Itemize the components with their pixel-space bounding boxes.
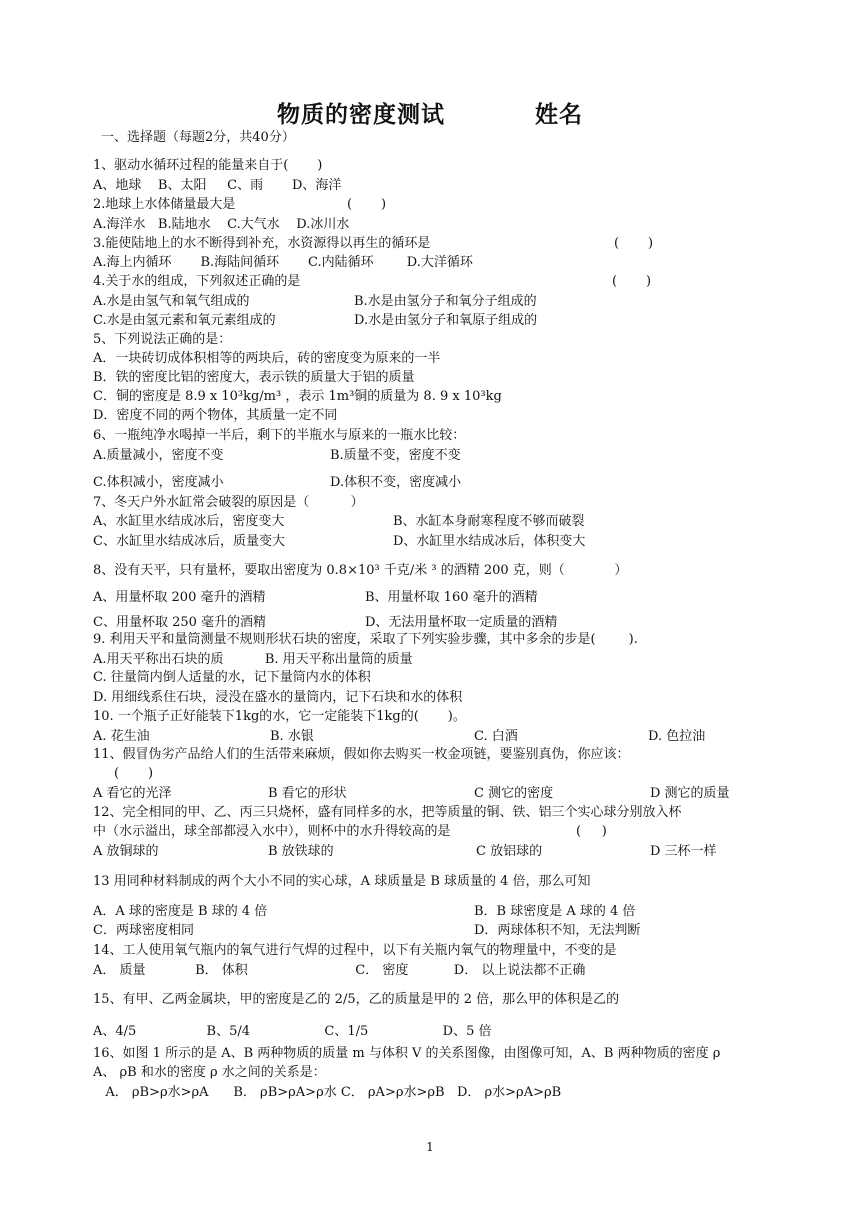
question-1: 1、驱动水循环过程的能量来自于( ) <box>93 158 323 173</box>
question-9-option-c: C. 往量筒内倒人适量的水，记下量筒内水的体积 <box>93 670 371 685</box>
question-12-option-c: C 放铝球的 <box>476 844 543 859</box>
question-12-option-d: D 三杯一样 <box>650 844 717 859</box>
question-13: 13 用同种材料制成的两个大小不同的实心球，A 球质量是 B 球质量的 4 倍，那么可知 <box>93 874 591 889</box>
page-number: 1 <box>426 1140 434 1154</box>
question-4: 4.关于水的组成，下列叙述正确的是 <box>93 274 301 289</box>
question-6: 6、一瓶纯净水喝掉一半后，剩下的半瓶水与原来的一瓶水比较： <box>93 428 466 443</box>
question-13-option-a: A．A 球的密度是 B 球的 4 倍 <box>93 904 268 919</box>
question-6-option-d: D.体积不变，密度减小 <box>330 475 462 490</box>
question-10-option-d: D. 色拉油 <box>648 729 706 744</box>
question-8: 8、没有天平，只有量杯，要取出密度为 0.8×10³ 千克/米 ³ 的酒精 200 克，则（ ） <box>93 563 628 578</box>
question-8-option-a: A、用量杯取 200 毫升的酒精 <box>93 590 266 605</box>
question-15-options: A、4/5 B、5/4 C、1/5 D、5 倍 <box>93 1024 492 1039</box>
question-8-option-b: B、用量杯取 160 毫升的酒精 <box>365 590 538 605</box>
question-2: 2.地球上水体储量最大是 ( ) <box>93 197 387 212</box>
question-14-options: A． 质量 B． 体积 C． 密度 D． 以上说法都不正确 <box>93 963 586 978</box>
question-8-option-c: C、用量杯取 250 毫升的酒精 <box>93 615 267 630</box>
question-5: 5、下列说法正确的是： <box>93 332 232 347</box>
section-heading: 一、选择题（每题2分，共40分） <box>101 130 295 145</box>
question-13-option-b: B．B 球密度是 A 球的 4 倍 <box>474 904 636 919</box>
question-3-paren: ( ) <box>614 236 654 251</box>
question-8-option-d: D、无法用量杯取一定质量的酒精 <box>365 615 558 630</box>
question-4-option-d: D.水是由氢分子和氧原子组成的 <box>354 313 538 328</box>
question-16-options: A． ρB>ρ水>ρA B． ρB>ρA>ρ水 C． ρA>ρ水>ρB D． ρ水>ρA>ρB <box>93 1085 562 1100</box>
question-12-line-2: 中（水示溢出，球全部都浸入水中），则杯中的水升得较高的是 <box>93 824 451 839</box>
question-6-option-c: C.体积减小，密度减小 <box>93 475 224 490</box>
question-15: 15、有甲、乙两金属块，甲的密度是乙的 2/5，乙的质量是甲的 2 倍，那么甲的体积是乙的 <box>93 992 620 1007</box>
question-10-option-a: A. 花生油 <box>93 729 150 744</box>
question-6-option-b: B.质量不变，密度不变 <box>330 448 461 463</box>
question-7-option-c: C、水缸里水结成冰后，质量变大 <box>93 534 285 549</box>
question-4-option-b: B.水是由氢分子和氧分子组成的 <box>354 294 537 309</box>
question-7: 7、冬天户外水缸常会破裂的原因是（ ） <box>93 495 364 510</box>
question-9-option-d: D. 用细线系住石块，浸没在盛水的量筒内，记下石块和水的体积 <box>93 690 463 705</box>
question-11-option-d: D 测它的质量 <box>650 786 730 801</box>
question-9-options-ab: A.用天平称出石块的质 B. 用天平称出量筒的质量 <box>93 652 413 667</box>
question-14: 14、工人使用氧气瓶内的氧气进行气焊的过程中，以下有关瓶内氧气的物理量中，不变的是 <box>93 943 617 958</box>
question-5-option-c: C．铜的密度是 8.9 x 10³kg/m³ ，表示 1m³铜的质量为 8. 9 x 10³kg <box>93 389 502 404</box>
question-13-option-c: C．两球密度相同 <box>93 923 194 938</box>
question-7-option-b: B、水缸本身耐寒程度不够而破裂 <box>393 514 585 529</box>
question-12-option-b: B 放铁球的 <box>268 844 334 859</box>
question-10-option-c: C. 白酒 <box>474 729 518 744</box>
question-5-option-b: B．铁的密度比铝的密度大，表示铁的质量大于铝的质量 <box>93 370 415 385</box>
question-12: 12、完全相同的甲、乙、丙三只烧杯，盛有同样多的水，把等质量的铜、铁、铝三个实心球分别放入杯 <box>93 805 682 820</box>
question-7-option-d: D、水缸里水结成冰后，体积变大 <box>393 534 586 549</box>
question-9: 9. 利用天平和量筒测量不规则形状石块的密度，采取了下列实验步骤，其中多余的步是( ). <box>93 632 638 647</box>
question-5-option-a: A．一块砖切成体积相等的两块后，砖的密度变为原来的一半 <box>93 351 441 366</box>
question-4-option-c: C.水是由氢元素和氧元素组成的 <box>93 313 276 328</box>
question-13-option-d: D．两球体积不知，无法判断 <box>474 923 641 938</box>
question-7-option-a: A、水缸里水结成冰后，密度变大 <box>93 514 285 529</box>
page-title: 物质的密度测试 姓名 <box>276 101 584 128</box>
question-3: 3.能使陆地上的水不断得到补充，水资源得以再生的循环是 <box>93 236 431 251</box>
question-2-options: A.海洋水 B.陆地水 C.大气水 D.冰川水 <box>93 217 350 232</box>
question-11: 11、假冒伪劣产品给人们的生活带来麻烦，假如你去购买一枚金项链，要鉴别真伪，你应该： <box>93 747 630 762</box>
question-11-paren: ( ) <box>114 766 154 781</box>
question-11-option-a: A 看它的光泽 <box>93 786 172 801</box>
question-3-options: A.海上内循环 B.海陆间循环 C.内陆循环 D.大洋循环 <box>93 255 473 270</box>
question-6-option-a: A.质量减小，密度不变 <box>93 448 224 463</box>
question-1-options: A、地球 B、太阳 C、雨 D、海洋 <box>93 178 342 193</box>
question-12-paren: ( ) <box>576 824 607 839</box>
question-10-option-b: B. 水银 <box>270 729 314 744</box>
question-4-paren: ( ) <box>612 274 652 289</box>
question-11-option-b: B 看它的形状 <box>268 786 347 801</box>
question-10: 10. 一个瓶子正好能装下1kg的水，它一定能装下1kg的( )。 <box>93 709 466 724</box>
question-12-option-a: A 放铜球的 <box>93 844 159 859</box>
question-11-option-c: C 测它的密度 <box>474 786 554 801</box>
question-16: 16、如图 1 所示的是 A、B 两种物质的质量 m 与体积 V 的关系图像，由图像可知，A、B 两种物质的密度 ρ <box>93 1046 721 1061</box>
question-5-option-d: D．密度不同的两个物体，其质量一定不同 <box>93 408 338 423</box>
question-4-option-a: A.水是由氢气和氧气组成的 <box>93 294 250 309</box>
question-16-line-2: A、 ρB 和水的密度 ρ 水之间的关系是： <box>93 1065 326 1080</box>
